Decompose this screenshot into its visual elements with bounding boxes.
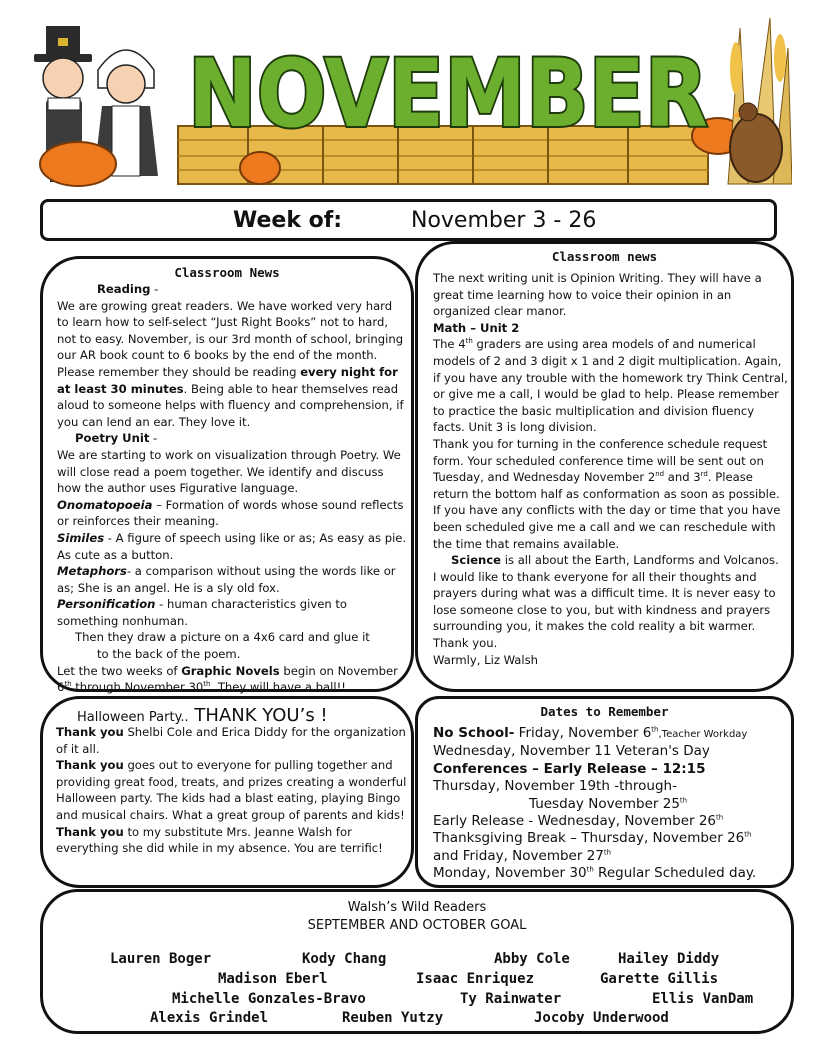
- week-of-box: [40, 199, 777, 241]
- conferences-heading: Conferences – Early Release – 12:15: [433, 760, 706, 777]
- wild-readers-title: Walsh’s Wild Readers: [347, 900, 487, 915]
- readers-row-4: [43, 1010, 791, 1028]
- halloween-party-body: [56, 724, 408, 857]
- thanks-paragraph: I would like to thank everyone for all their thoughts and prayers during what was a difficult time. It is never easy to lose someone close to you, but with kindness and prayers surrounding you, it makes the cold reality a bit warmer.: [433, 569, 776, 634]
- readers-row-1: [43, 951, 791, 969]
- turkey-illustration: [730, 103, 782, 182]
- wild-readers-subtitle: SEPTEMBER AND OCTOBER GOAL: [307, 918, 527, 933]
- dates-to-remember-panel: [415, 696, 794, 888]
- classroom-news-left-panel: [40, 256, 414, 695]
- metaphors-definition: Metaphors- a comparison without using the words like or as; She is an angel. He is a sly old fox.: [57, 564, 396, 595]
- reader-name: Abby Cole: [494, 951, 570, 967]
- classroom-news-left-body: Reading - We are growing great readers. We have worked very hard to learn how to self-select “Just Right Books” not to hard, not to easy. November, is our 3rd month of school, bringing our AR book count to 6 books by the end of the month. Please remember they should be reading every night for at least 30 minutes. Being able to hear themselves read aloud to someone helps with fluency and comprehension, if you can lend an ear. They love it. Poetry Unit - We are starting to work on visualization through Poetry. We will close read a poem together. We identify and discuss how the author uses Figurative language. Onomatopoeia – Formation of words whose sound reflects or reinforces their meaning. Similes - A figure of speech using like or as; As easy as pie. As cute as a button. Metaphors- a comparison without using the words like or as; She is an angel. He is a sly old fox. Personification - human characteristics given to something nonhuman. Then they draw a picture on a 4x6 card and glue it to the back of the poem. Let the two weeks of Graphic Novels begin on November 6th through November 30th. They will have a ball!!: [57, 282, 407, 695]
- early-release-date: Early Release - Wednesday, November 26th: [433, 813, 724, 830]
- similes-definition: Similes - A figure of speech using like or as; As easy as pie. As cute as a button.: [57, 530, 407, 562]
- thanksgiving-break-date: Thanksgiving Break – Thursday, November 26th: [433, 830, 752, 847]
- regular-day-date: Monday, November 30th Regular Scheduled day.: [433, 865, 757, 882]
- classroom-news-right-title: Classroom news: [551, 249, 658, 264]
- graphic-novels-paragraph: Let the two weeks of Graphic Novels begin on November 6th through November 30th. They will have a ball!!: [57, 663, 398, 695]
- math-paragraph: The 4th graders are using area models of and numerical models of 2 and 3 digit x 1 and 2 digit multiplication. Again, if you have any trouble with the homework try Think Central, or give me a call, I would be glad to help. Please remember to practice the basic multiplication and division fluency facts. Unit 3 is long division.: [433, 337, 788, 435]
- conference-paragraph: Thank you for turning in the conference schedule request form. Your scheduled conference time will be sent out on Tuesday, and Wednesday November 2nd and 3rd. Please return the bottom half as conformation as soon as possible. If you have any conflicts with the day or time that you have been scheduled give me a call and we can reschedule with the time that remains available.: [433, 436, 781, 551]
- draw-instruction-line-2: to the back of the poem.: [97, 647, 241, 662]
- reader-name: Kody Chang: [302, 951, 387, 967]
- halloween-party-panel: [40, 696, 414, 888]
- classroom-news-right-body: [433, 270, 789, 668]
- reader-name: Isaac Enriquez: [416, 971, 535, 987]
- poetry-paragraph: We are starting to work on visualization through Poetry. We will close read a poem together. We identify and discuss how the author uses Figurative language.: [57, 447, 401, 496]
- readers-row-3: [43, 991, 791, 1009]
- thank-you-substitute: Thank you to my substitute Mrs. Jeanne Walsh for everything she did while in my absence. You are terrific!: [56, 824, 383, 856]
- banner-title-text: NOVEMBER: [188, 40, 708, 149]
- reading-heading: Reading: [97, 282, 151, 296]
- conferences-end: Tuesday November 25th: [529, 795, 688, 812]
- onomatopoeia-definition: Onomatopoeia – Formation of words whose sound reflects or reinforces their meaning.: [57, 497, 404, 529]
- signoff-line: Warmly, Liz Walsh: [433, 652, 539, 667]
- thank-you-line: Thank you.: [433, 636, 498, 651]
- thank-you-organizers: Thank you Shelbi Cole and Erica Diddy for the organization of it all.: [56, 725, 406, 756]
- writing-paragraph: The next writing unit is Opinion Writing. They will have a great time learning how to voice their opinion in an organized clear manor.: [433, 271, 762, 319]
- reader-name: Michelle Gonzales-Bravo: [172, 991, 366, 1007]
- veterans-day-date: Wednesday, November 11 Veteran's Day: [433, 743, 710, 760]
- conferences-start: Thursday, November 19th -through-: [433, 778, 677, 795]
- dates-to-remember-title: Dates to Remember: [540, 704, 669, 719]
- thank-you-everyone: Thank you goes out to everyone for pulling together and providing great food, treats, and prizes creating a wonderful Halloween party. The kids had a blast eating, playing Bingo and musical chairs. What a great group of parents and kids!: [56, 758, 407, 822]
- halloween-party-title: Halloween Party.. THANK YOU’s !: [77, 705, 328, 726]
- week-of-value: November 3 - 26: [411, 208, 597, 233]
- math-heading: Math – Unit 2: [433, 320, 520, 335]
- draw-instruction-line-1: Then they draw a picture on a 4x6 card and glue it: [75, 630, 370, 645]
- week-of-label: Week of:: [233, 208, 343, 233]
- classroom-news-right-panel: [415, 241, 794, 692]
- readers-row-2: [43, 971, 791, 989]
- reading-paragraph: We are growing great readers. We have worked very hard to learn how to self-select “Just Right Books” not to hard, not to easy. November, is our 3rd month of school, bringing our AR book count to 6 books by the end of the month. Please remember they should be reading every night for at least 30 minutes. Being able to hear themselves read aloud to someone helps with fluency and comprehension, if you can lend an ear. They love it.: [57, 298, 404, 429]
- dates-list: [433, 725, 793, 883]
- thanksgiving-break-date-2: and Friday, November 27th: [433, 847, 612, 864]
- reader-name: Garette Gillis: [600, 971, 719, 987]
- poetry-heading: Poetry Unit: [75, 431, 150, 446]
- reader-name: Hailey Diddy: [618, 951, 720, 967]
- classroom-news-left-title: Classroom News: [174, 265, 280, 280]
- reader-name: Lauren Boger: [110, 951, 212, 967]
- reader-name: Madison Eberl: [218, 971, 328, 987]
- reader-name: Ellis VanDam: [652, 991, 754, 1007]
- reader-name: Jocoby Underwood: [534, 1010, 669, 1026]
- reader-name: Alexis Grindel: [150, 1010, 269, 1026]
- reader-name: Reuben Yutzy: [342, 1010, 444, 1026]
- wild-readers-panel: [40, 889, 794, 1034]
- science-line: Science is all about the Earth, Landforms and Volcanos.: [451, 553, 779, 568]
- personification-definition: Personification - human characteristics given to something nonhuman.: [57, 597, 347, 628]
- no-school-date: No School- Friday, November 6th,Teacher Workday: [433, 725, 748, 741]
- november-banner: [28, 8, 792, 188]
- reader-name: Ty Rainwater: [460, 991, 562, 1007]
